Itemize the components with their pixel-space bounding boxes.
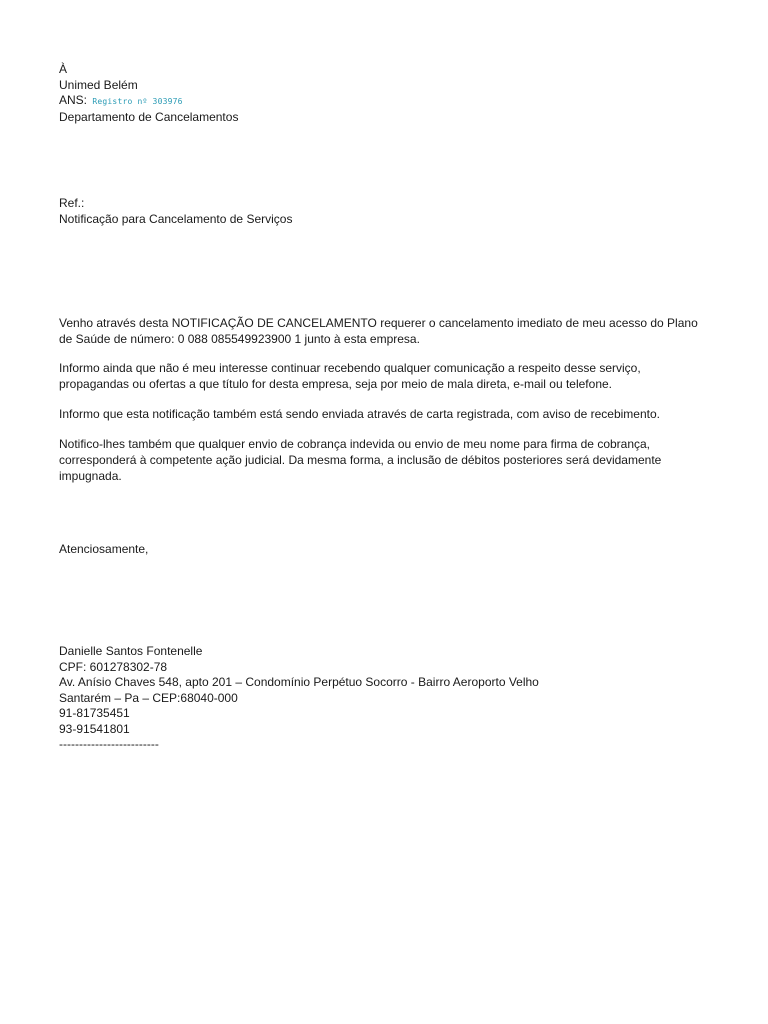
- ans-label: ANS:: [59, 93, 88, 107]
- recipient-company: Unimed Belém: [59, 77, 138, 92]
- signature-phone-1: 91-81735451: [59, 706, 130, 720]
- signature-block: [59, 644, 709, 753]
- signature-cpf: CPF: 601278302-78: [59, 659, 168, 674]
- signature-name: Danielle Santos Fontenelle: [59, 644, 203, 658]
- recipient-salutation: À: [59, 62, 68, 76]
- body-paragraph-1: Venho através desta NOTIFICAÇÃO DE CANCELAMENTO requerer o cancelamento imediato de meu acesso do Plano de Saúde de número: 0 088 085549923900 1 junto à esta empresa.: [59, 316, 698, 346]
- recipient-department: Departamento de Cancelamentos: [59, 109, 239, 124]
- recipient-block: [59, 62, 709, 125]
- reference-block: [59, 196, 709, 227]
- body-paragraph-4: Notifico-lhes também que qualquer envio de cobrança indevida ou envio de meu nome para firma de cobrança, corresponderá à competente ação judicial. Da mesma forma, a inclusão de débitos posteriores será devidamente impugnada.: [59, 437, 662, 483]
- body-paragraph-3: Informo que esta notificação também está sendo enviada através de carta registrada, com aviso de recebimento.: [59, 407, 660, 421]
- ans-registration: Registro nº 303976: [92, 97, 183, 106]
- reference-label: Ref.:: [59, 196, 85, 210]
- body-paragraph-2: Informo ainda que não é meu interesse continuar recebendo qualquer comunicação a respeito desse serviço, propagandas ou ofertas a que título for desta empresa, seja por meio de mala direta, e-mail ou telefone.: [59, 361, 641, 391]
- reference-subject: Notificação para Cancelamento de Serviços: [59, 211, 293, 226]
- signature-phone-2: 93-91541801: [59, 721, 130, 736]
- signature-address: Av. Anísio Chaves 548, apto 201 – Condomínio Perpétuo Socorro - Bairro Aeroporto Velho: [59, 675, 539, 689]
- closing: Atenciosamente,: [59, 542, 149, 556]
- signature-separator: -------------------------: [59, 737, 159, 751]
- signature-city: Santarém – Pa – CEP:68040-000: [59, 690, 238, 705]
- recipient-ans: [59, 93, 709, 110]
